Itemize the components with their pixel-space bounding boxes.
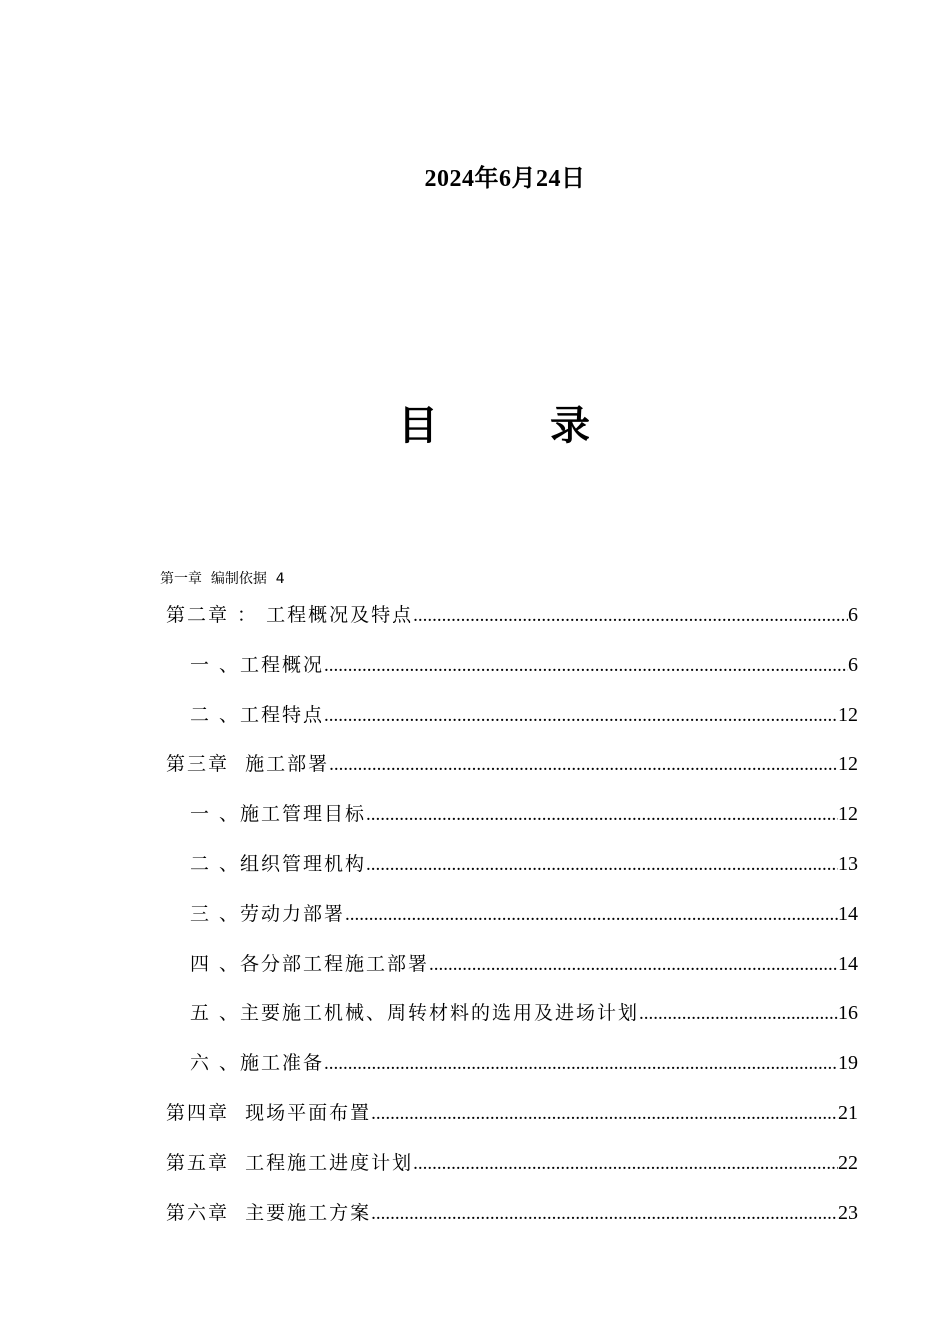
toc-entry[interactable]: [166, 597, 858, 627]
toc-page-number: 21: [838, 1102, 858, 1124]
toc-entry-first-chapter: 第一章 编制依据 4: [160, 571, 285, 587]
toc-page-number: 12: [838, 704, 858, 726]
toc-page-number: 6: [848, 654, 858, 676]
toc-entry-label: 四 、各分部工程施工部署: [190, 953, 430, 975]
toc-entry-label: 第五章 工程施工进度计划: [166, 1152, 414, 1174]
toc-page-number: 13: [838, 853, 858, 875]
toc-entry[interactable]: [166, 1195, 858, 1225]
toc-entry[interactable]: [190, 697, 858, 727]
toc-entry-label: 一 、施工管理目标: [190, 803, 367, 825]
toc-entry-label: 三 、劳动力部署: [190, 903, 346, 925]
toc-leader-dots: [345, 904, 838, 926]
toc-entry-label: 第二章 ： 工程概况及特点: [166, 604, 414, 626]
toc-entry[interactable]: [166, 746, 858, 776]
toc-leader-dots: [413, 1153, 838, 1175]
toc-entry-label: 第六章 主要施工方案: [166, 1202, 372, 1224]
toc-entry-label: 第四章 现场平面布置: [166, 1102, 372, 1124]
toc-page-number: 22: [838, 1152, 858, 1174]
toc-entry-label: 六 、施工准备: [190, 1052, 325, 1074]
toc-leader-dots: [639, 1003, 838, 1025]
toc-page-number: 6: [848, 604, 858, 626]
toc-leader-dots: [324, 655, 848, 677]
toc-leader-dots: [366, 804, 838, 826]
toc-page-number: 12: [838, 803, 858, 825]
toc-leader-dots: [324, 705, 838, 727]
toc-entry[interactable]: [190, 647, 858, 677]
toc-entry-label: 第三章 施工部署: [166, 753, 330, 775]
toc-entry[interactable]: [190, 995, 858, 1025]
toc-entry-label: 五 、主要施工机械、周转材料的选用及进场计划: [190, 1002, 640, 1024]
toc-entry-label: 二 、工程特点: [190, 704, 325, 726]
toc-leader-dots: [371, 1103, 838, 1125]
toc-leader-dots: [413, 605, 848, 627]
document-date: 2024年6月24日: [424, 166, 586, 192]
toc-entry[interactable]: [190, 796, 858, 826]
toc-page-number: 23: [838, 1202, 858, 1224]
toc-leader-dots: [429, 954, 838, 976]
toc-leader-dots: [366, 854, 838, 876]
toc-leader-dots: [371, 1203, 838, 1225]
toc-entry[interactable]: [166, 1145, 858, 1175]
toc-entry-label: 一 、工程概况: [190, 654, 325, 676]
toc-page-number: 16: [838, 1002, 858, 1024]
toc-entry-label: 二 、组织管理机构: [190, 853, 367, 875]
toc-page-number: 12: [838, 753, 858, 775]
toc-page-number: 14: [838, 953, 858, 975]
toc-page-number: 14: [838, 903, 858, 925]
toc-heading: 目 录: [398, 403, 626, 449]
toc-leader-dots: [329, 754, 838, 776]
toc-leader-dots: [324, 1053, 838, 1075]
toc-entry[interactable]: [190, 1045, 858, 1075]
toc-entry[interactable]: [190, 846, 858, 876]
toc-page-number: 19: [838, 1052, 858, 1074]
toc-entry[interactable]: [190, 896, 858, 926]
toc-entry[interactable]: [190, 946, 858, 976]
toc-entry[interactable]: [166, 1095, 858, 1125]
